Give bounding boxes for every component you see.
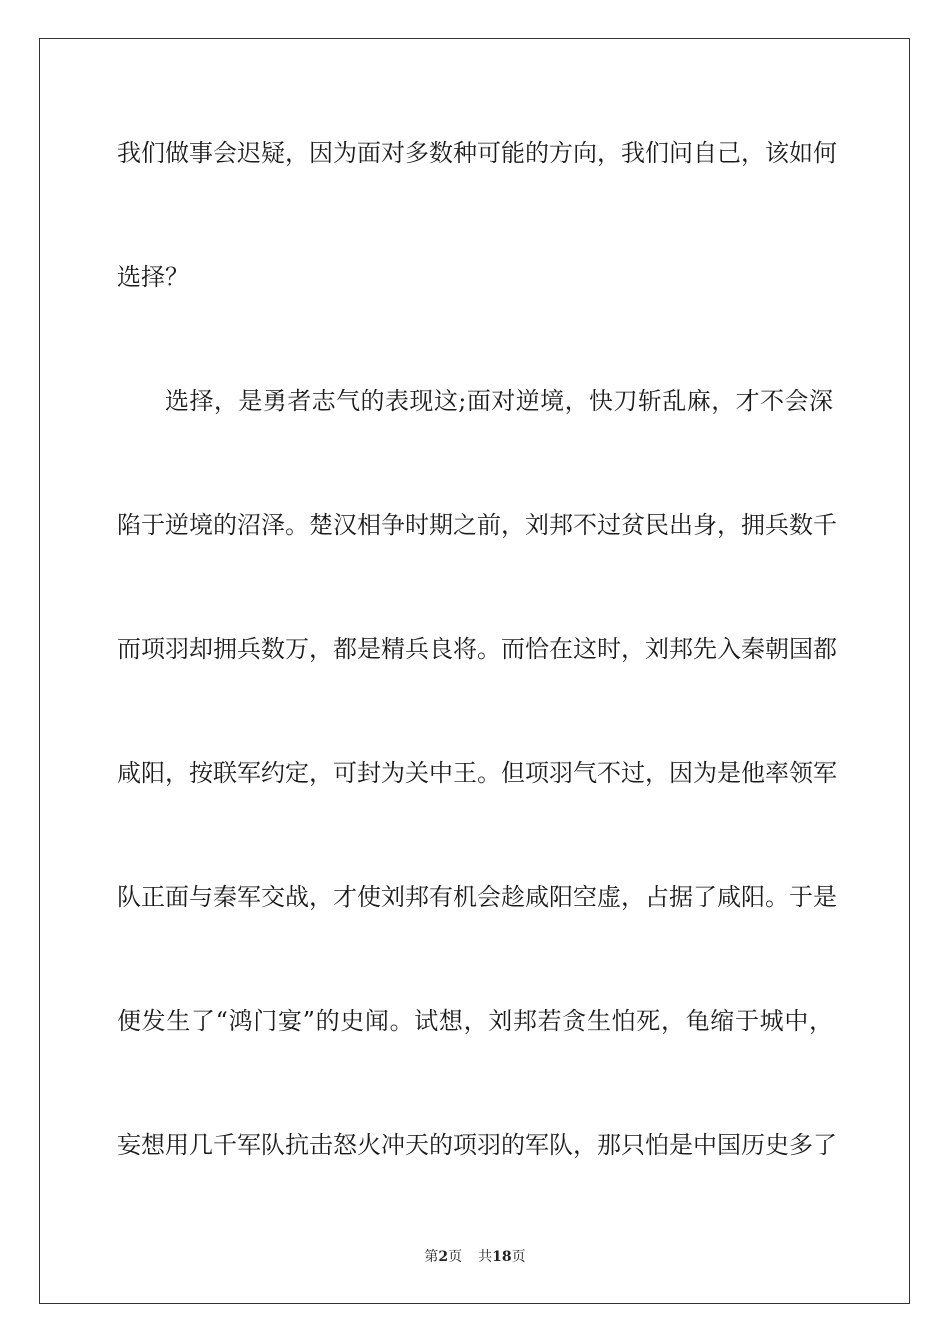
page-border (39, 38, 910, 1304)
text-line-2: 选择？ (117, 263, 189, 291)
total-pages: 18 (492, 1249, 512, 1265)
page-prefix: 第 (424, 1249, 439, 1265)
text-line-1: 我们做事会迟疑，因为面对多数种可能的方向，我们问自己，该如何 (117, 139, 837, 167)
total-suffix: 页 (511, 1249, 526, 1265)
text-line-6: 咸阳，按联军约定，可封为关中王。但项羽气不过，因为是他率领军 (117, 759, 837, 787)
page-suffix: 页 (448, 1249, 463, 1265)
text-line-9: 妄想用几千军队抗击怒火冲天的项羽的军队，那只怕是中国历史多了 (117, 1131, 837, 1159)
text-line-8: 便发生了“鸿门宴”的史闻。试想，刘邦若贪生怕死，龟缩于城中， (117, 1007, 833, 1035)
text-line-3: 选择，是勇者志气的表现这;面对逆境，快刀斩乱麻，才不会深 (165, 387, 833, 415)
page-number: 2 (438, 1249, 449, 1265)
text-line-5: 而项羽却拥兵数万，都是精兵良将。而恰在这时，刘邦先入秦朝国都 (117, 635, 837, 663)
text-line-4: 陷于逆境的沼泽。楚汉相争时期之前，刘邦不过贫民出身，拥兵数千 (117, 511, 837, 539)
text-line-7: 队正面与秦军交战，才使刘邦有机会趁咸阳空虚，占据了咸阳。于是 (117, 883, 837, 911)
page-footer (0, 1248, 950, 1266)
total-prefix: 共 (478, 1249, 493, 1265)
